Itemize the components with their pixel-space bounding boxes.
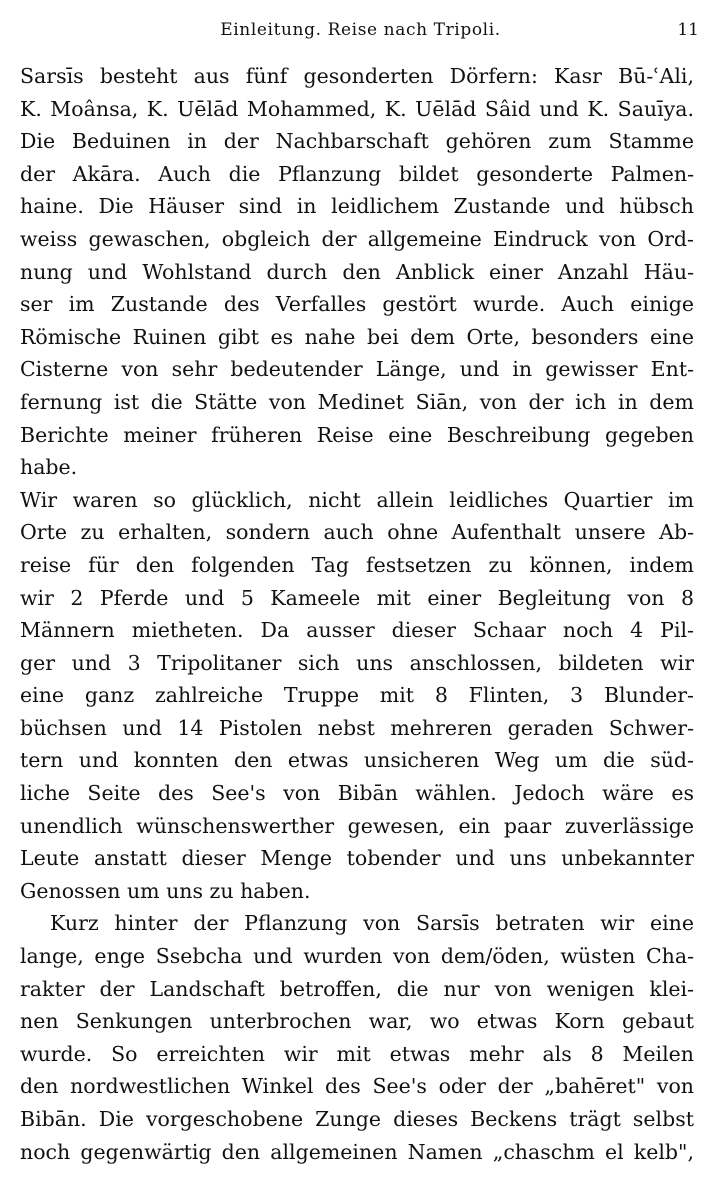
- page-header: [0, 18, 721, 46]
- text-line: fernung ist die Stätte von Medinet Siān, von der ich in dem: [20, 389, 694, 414]
- page-number: 11: [677, 20, 699, 40]
- body-text: [20, 60, 694, 1168]
- text-line: Cisterne von sehr bedeutender Länge, und in gewisser Ent-: [20, 357, 694, 382]
- text-line: wurde. So erreichten wir mit etwas mehr als 8 Meilen: [20, 1041, 694, 1066]
- text-line: haine. Die Häuser sind in leidlichem Zustande und hübsch: [20, 194, 694, 219]
- text-line: weiss gewaschen, obgleich der allgemeine Eindruck von Ord-: [20, 226, 694, 251]
- text-line: wir 2 Pferde und 5 Kameele mit einer Begleitung von 8: [20, 585, 694, 610]
- text-line: noch gegenwärtig den allgemeinen Namen „chaschm el kelb",: [20, 1139, 694, 1164]
- text-line: nen Senkungen unterbrochen war, wo etwas Korn gebaut: [20, 1009, 694, 1034]
- text-line: Die Beduinen in der Nachbarschaft gehören zum Stamme: [20, 129, 694, 154]
- text-line: K. Moânsa, K. Uēlād Mohammed, K. Uēlād Sâid und K. Sauīya.: [20, 96, 694, 121]
- text-line: Leute anstatt dieser Menge tobender und uns unbekannter: [20, 846, 694, 871]
- text-line: reise für den folgenden Tag festsetzen zu können, indem: [20, 552, 694, 577]
- text-line: ger und 3 Tripolitaner sich uns anschlossen, bildeten wir: [20, 650, 694, 675]
- text-line: unendlich wünschenswerther gewesen, ein paar zuverlässige: [20, 813, 694, 838]
- text-line: Wir waren so glücklich, nicht allein leidliches Quartier im: [20, 487, 694, 512]
- text-line: tern und konnten den etwas unsicheren Weg um die süd-: [20, 748, 694, 773]
- text-line: Römische Ruinen gibt es nahe bei dem Orte, besonders eine: [20, 324, 694, 349]
- text-line: Männern mietheten. Da ausser dieser Schaar noch 4 Pil-: [20, 618, 694, 643]
- text-line: der Akāra. Auch die Pflanzung bildet gesonderte Palmen-: [20, 161, 694, 186]
- text-line: rakter der Landschaft betroffen, die nur von wenigen klei-: [20, 976, 694, 1001]
- text-line: Kurz hinter der Pflanzung von Sarsīs betraten wir eine: [50, 911, 694, 936]
- text-line: Genossen um uns zu haben.: [20, 878, 311, 903]
- running-title: Einleitung. Reise nach Tripoli.: [220, 20, 501, 40]
- text-line: büchsen und 14 Pistolen nebst mehreren geraden Schwer-: [20, 715, 694, 740]
- text-line: Sarsīs besteht aus fünf gesonderten Dörfern: Kasr Bū-ʿAli,: [20, 64, 694, 88]
- text-line: lange, enge Ssebcha und wurden von dem/öden, wüsten Cha-: [20, 944, 694, 969]
- text-line: habe.: [20, 455, 78, 480]
- text-line: liche Seite des See's von Bibān wählen. Jedoch wäre es: [20, 781, 694, 806]
- text-line: Orte zu erhalten, sondern auch ohne Aufenthalt unsere Ab-: [20, 520, 694, 545]
- text-line: ser im Zustande des Verfalles gestört wurde. Auch einige: [20, 292, 694, 317]
- text-line: den nordwestlichen Winkel des See's oder der „bahēret" von: [20, 1074, 694, 1099]
- text-line: Bibān. Die vorgeschobene Zunge dieses Beckens trägt selbst: [20, 1107, 694, 1131]
- text-line: eine ganz zahlreiche Truppe mit 8 Flinten, 3 Blunder-: [20, 683, 694, 708]
- text-line: nung und Wohlstand durch den Anblick einer Anzahl Häu-: [20, 259, 694, 284]
- text-line: Berichte meiner früheren Reise eine Beschreibung gegeben: [20, 422, 694, 447]
